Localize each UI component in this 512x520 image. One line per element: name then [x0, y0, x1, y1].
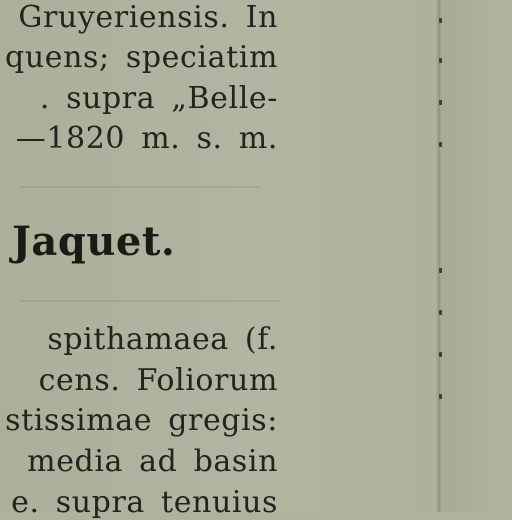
text-line: cens. Foliorum: [38, 363, 278, 398]
text-line: Gruyeriensis. In: [18, 0, 278, 35]
ink-speck: [439, 142, 442, 147]
text-line: spithamaea (f.: [47, 322, 278, 357]
section-heading: Jaquet.: [12, 218, 176, 265]
show-through-line: [20, 300, 280, 302]
text-line: stissimae gregis:: [5, 403, 278, 438]
text-line: —1820 m. s. m.: [15, 121, 278, 156]
text-line: e. supra tenuius: [11, 485, 278, 520]
ink-speck: [439, 310, 442, 315]
text-line: quens; speciatim: [5, 40, 278, 75]
show-through-line: [20, 186, 260, 188]
ink-speck: [439, 58, 442, 63]
ink-speck: [439, 100, 442, 105]
facing-page-edge: [442, 0, 512, 512]
ink-speck: [439, 394, 442, 399]
ink-speck: [439, 268, 442, 273]
ink-speck: [439, 352, 442, 357]
ink-speck: [439, 18, 442, 23]
text-line: . supra „Belle-: [39, 81, 278, 116]
text-line: media ad basin: [27, 444, 278, 479]
